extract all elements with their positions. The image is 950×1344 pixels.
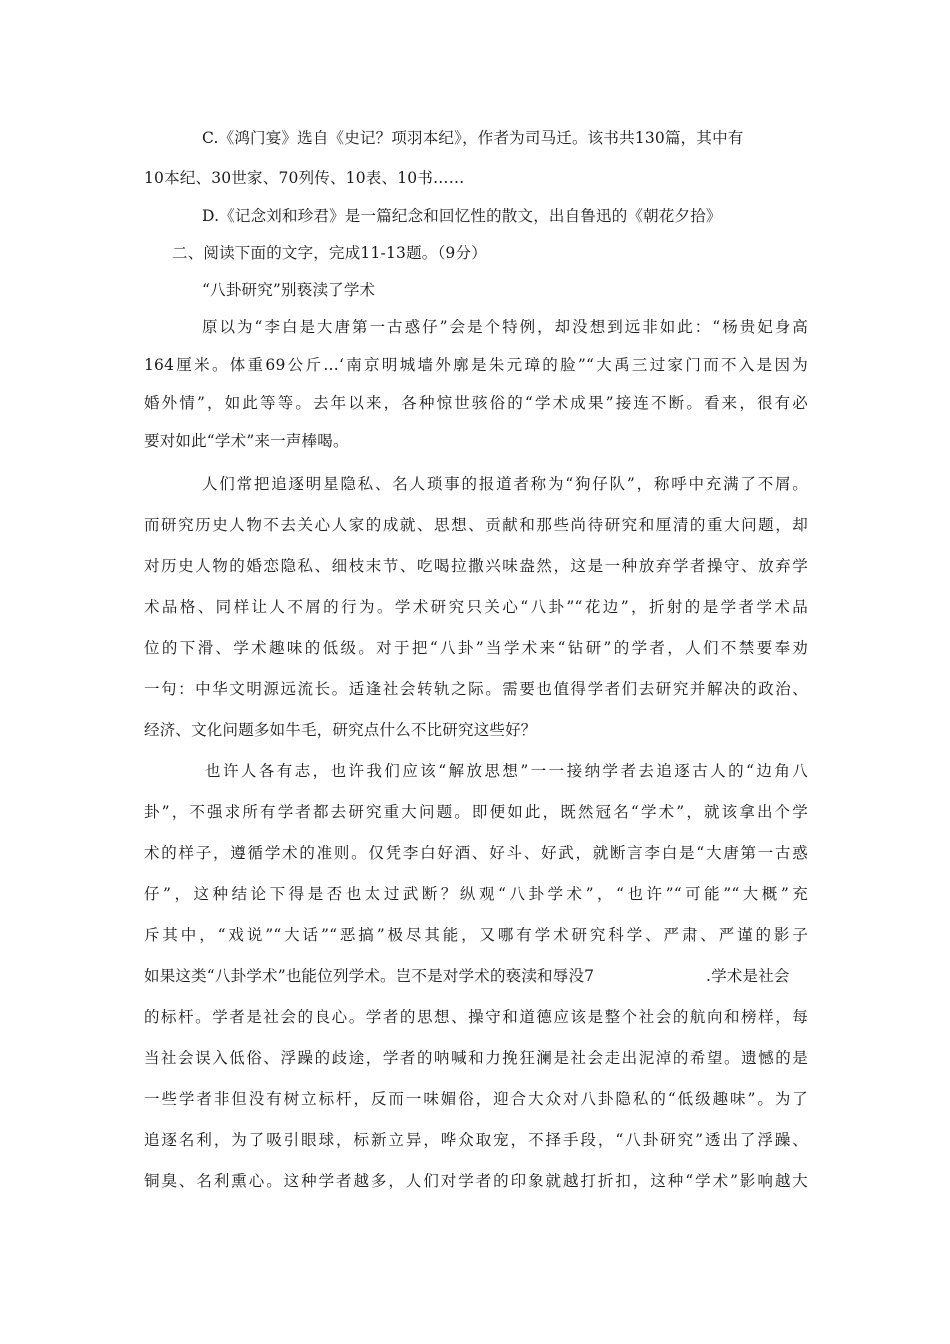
- paragraph-3-line-3: 术的样子，遵循学术的准则。仅凭李白好酒、好斗、好武，就断言李白是“大唐第一古惑: [144, 844, 808, 862]
- paragraph-1-line-4: 要对如此“学术”来一声棒喝。: [144, 432, 349, 450]
- section-heading: 二、阅读下面的文字，完成11-13题。（9分）: [172, 244, 487, 262]
- option-c-line-2: 10本纪、30世家、70列传、10表、10书……: [144, 169, 465, 187]
- paragraph-2-line-7: 经济、文化问题多如牛毛，研究点什么不比研究这些好？: [144, 721, 537, 739]
- paragraph-3-line-10: 追逐名利，为了吸引眼球，标新立异，哗众取宠，不择手段，“八卦研究”透出了浮躁、: [144, 1131, 808, 1149]
- paragraph-3-line-1: 也许人各有志，也许我们应该“解放思想”一一接纳学者去追逐古人的“边角八: [205, 762, 808, 780]
- paragraph-1-line-3: 婚外情”，如此等等。去年以来，各种惊世骇俗的“学术成果”接连不断。看来，很有必: [144, 394, 808, 412]
- paragraph-3-line-7: 的标杆。学者是社会的良心。学者的思想、操守和道德应该是整个社会的航向和榜样，每: [144, 1008, 808, 1026]
- paragraph-2-line-2: 而研究历史人物不去关心人家的成就、思想、贡献和那些尚待研究和厘清的重大问题，却: [144, 516, 808, 534]
- paragraph-2-line-1: 人们常把追逐明星隐私、名人琐事的报道者称为“狗仔队”，称呼中充满了不屑。: [202, 475, 808, 493]
- paragraph-2-line-3: 对历史人物的婚恋隐私、细枝末节、吃喝拉撒兴味盎然，这是一种放弃学者操守、放弃学: [144, 557, 808, 575]
- option-c-line-1: C.《鸿门宴》选自《史记？项羽本纪》，作者为司马迁。该书共130篇，其中有: [202, 129, 744, 147]
- paragraph-3-line-6b: .学术是社会: [706, 967, 790, 985]
- paragraph-2-line-4: 术品格、同样让人不屑的行为。学术研究只关心“八卦”“花边”，折射的是学者学术品: [144, 598, 808, 616]
- paragraph-1-line-2: 164厘米。体重69公斤…‘南京明城墙外廓是朱元璋的脸”“大禹三过家门而不入是因为: [144, 356, 808, 374]
- paragraph-1-line-1: 原以为“李白是大唐第一古惑仔”会是个特例，却没想到远非如此：“杨贵妃身高: [202, 318, 808, 336]
- paragraph-2-line-6: 一句：中华文明源远流长。适逢社会转轨之际。需要也值得学者们去研究并解决的政治、: [144, 680, 808, 698]
- paragraph-3-line-9: 一些学者非但没有树立标杆，反而一味媚俗，迎合大众对八卦隐私的“低级趣味”。为了: [144, 1090, 808, 1108]
- paragraph-3-line-8: 当社会误入低俗、浮躁的歧途，学者的呐喊和力挽狂澜是社会走出泥淖的希望。遗憾的是: [144, 1049, 808, 1067]
- option-d-line-1: D.《记念刘和珍君》是一篇纪念和回忆性的散文，出自鲁迅的《朝花夕拾》: [202, 207, 722, 225]
- paragraph-3-line-5: 斥其中，“戏说”“大话”“恶搞”极尽其能，又哪有学术研究科学、严肃、严谨的影子: [144, 926, 808, 944]
- paragraph-3-line-4: 仔”，这种结论下得是否也太过武断？纵观“八卦学术”，“也许”“可能”“大概”充: [144, 885, 808, 903]
- paragraph-3-line-6a: 如果这类“八卦学术”也能位列学术。岂不是对学术的亵渎和辱没7: [144, 967, 595, 985]
- article-title: “八卦研究”别亵渎了学术: [202, 281, 376, 299]
- paragraph-3-line-2: 卦”，不强求所有学者都去研究重大问题。即便如此，既然冠名“学术”，就该拿出个学: [144, 803, 808, 821]
- paragraph-3-line-11: 铜臭、名利熏心。这种学者越多，人们对学者的印象就越打折扣，这种“学术”影响越大: [144, 1172, 808, 1190]
- paragraph-2-line-5: 位的下滑、学术趣味的低级。对于把“八卦”当学术来“钻研”的学者，人们不禁要奉劝: [144, 639, 808, 657]
